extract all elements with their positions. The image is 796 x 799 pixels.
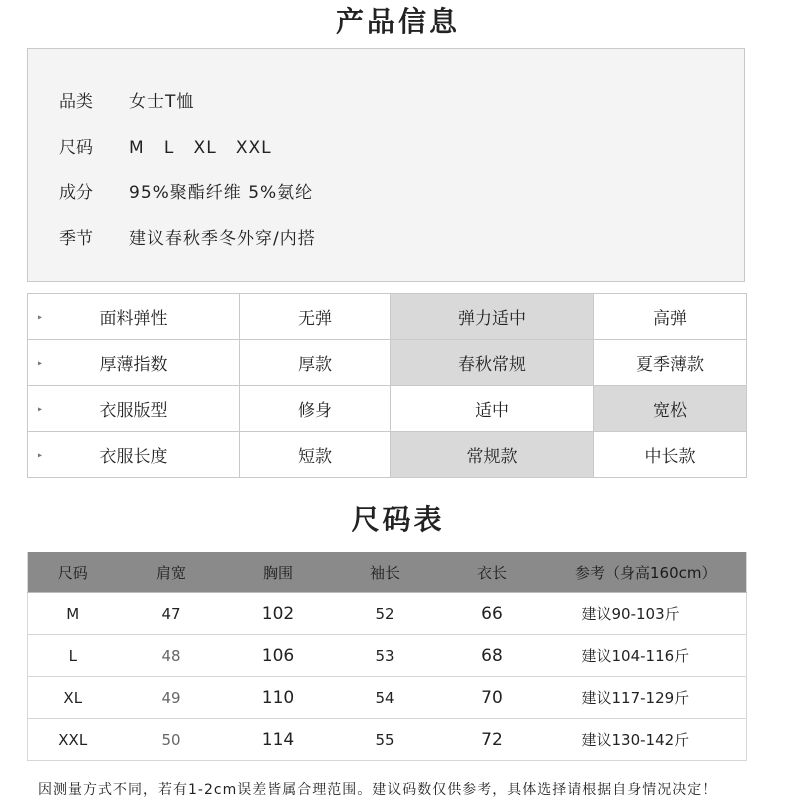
attribute-row [28,386,747,432]
size-table-header-cell: 肩宽 [118,552,225,593]
size-table [27,552,747,761]
size-table-cell: 66 [439,593,546,635]
size-table-cell: 47 [118,593,225,635]
attribute-option: 高弹 [594,294,747,340]
size-table-row [28,593,747,635]
size-table-header-cell: 参考（身高160cm） [546,552,747,593]
size-table-cell: 建议117-129斤 [546,677,747,719]
size-table-cell: 68 [439,635,546,677]
size-table-header-cell: 袖长 [332,552,439,593]
size-table-cell: XXL [28,719,118,761]
attribute-name [28,386,240,432]
info-value: 建议春秋季冬外穿/内搭 [129,229,316,249]
attribute-option-selected: 春秋常规 [391,340,594,386]
triangle-right-icon: ▸ [38,404,43,413]
size-table-cell: 建议130-142斤 [546,719,747,761]
size-chart-title: 尺码表 [351,503,445,536]
size-table-cell: 70 [439,677,546,719]
triangle-right-icon: ▸ [38,450,43,459]
attribute-option: 短款 [240,432,391,478]
attribute-table [27,293,747,478]
attribute-option: 修身 [240,386,391,432]
info-key: 品类 [59,92,93,112]
attribute-option: 夏季薄款 [594,340,747,386]
attribute-name-label: 衣服长度 [99,447,168,467]
size-table-cell: 54 [332,677,439,719]
attribute-row [28,432,747,478]
product-info-title: 产品信息 [335,5,460,38]
info-row-size [59,133,272,158]
attribute-option: 适中 [391,386,594,432]
attribute-option-selected: 宽松 [594,386,747,432]
info-row-season [59,224,316,249]
size-table-header-cell: 衣长 [439,552,546,593]
size-table-cell: 48 [118,635,225,677]
size-table-cell: 建议104-116斤 [546,635,747,677]
size-table-cell: 72 [439,719,546,761]
attribute-name-label: 厚薄指数 [99,355,168,375]
info-key: 尺码 [59,138,93,158]
size-table-cell: L [28,635,118,677]
attribute-option-selected: 弹力适中 [391,294,594,340]
triangle-right-icon: ▸ [38,358,43,367]
attribute-row [28,340,747,386]
info-key: 季节 [59,229,93,249]
size-table-cell: 55 [332,719,439,761]
measurement-note: 因测量方式不同，若有1-2cm误差皆属合理范围。建议码数仅供参考，具体选择请根据自身情况决定！ [38,782,718,798]
size-table-row [28,719,747,761]
info-key: 成分 [59,183,93,203]
size-table-cell: 50 [118,719,225,761]
size-table-cell: 110 [225,677,332,719]
size-table-cell: 114 [225,719,332,761]
attribute-name [28,432,240,478]
size-table-cell: 49 [118,677,225,719]
info-value: M L XL XXL [129,138,272,158]
attribute-name-label: 面料弹性 [99,309,168,329]
attribute-option: 厚款 [240,340,391,386]
size-table-cell: 建议90-103斤 [546,593,747,635]
attribute-name [28,340,240,386]
size-table-cell: M [28,593,118,635]
size-table-cell: 53 [332,635,439,677]
triangle-right-icon: ▸ [38,312,43,321]
size-table-row [28,635,747,677]
size-table-header-cell: 尺码 [28,552,118,593]
product-info-panel [27,48,745,282]
size-table-cell: 106 [225,635,332,677]
info-row-material [59,178,313,203]
size-table-cell: 52 [332,593,439,635]
attribute-option: 无弹 [240,294,391,340]
info-value: 95%聚酯纤维 5%氨纶 [129,183,314,203]
size-table-header [28,552,747,593]
attribute-option-selected: 常规款 [391,432,594,478]
size-table-cell: 102 [225,593,332,635]
info-row-category [59,87,194,112]
attribute-option: 中长款 [594,432,747,478]
size-table-row [28,677,747,719]
attribute-row [28,294,747,340]
attribute-name [28,294,240,340]
size-table-cell: XL [28,677,118,719]
attribute-name-label: 衣服版型 [99,401,168,421]
size-table-header-cell: 胸围 [225,552,332,593]
info-value: 女士T恤 [129,92,195,112]
